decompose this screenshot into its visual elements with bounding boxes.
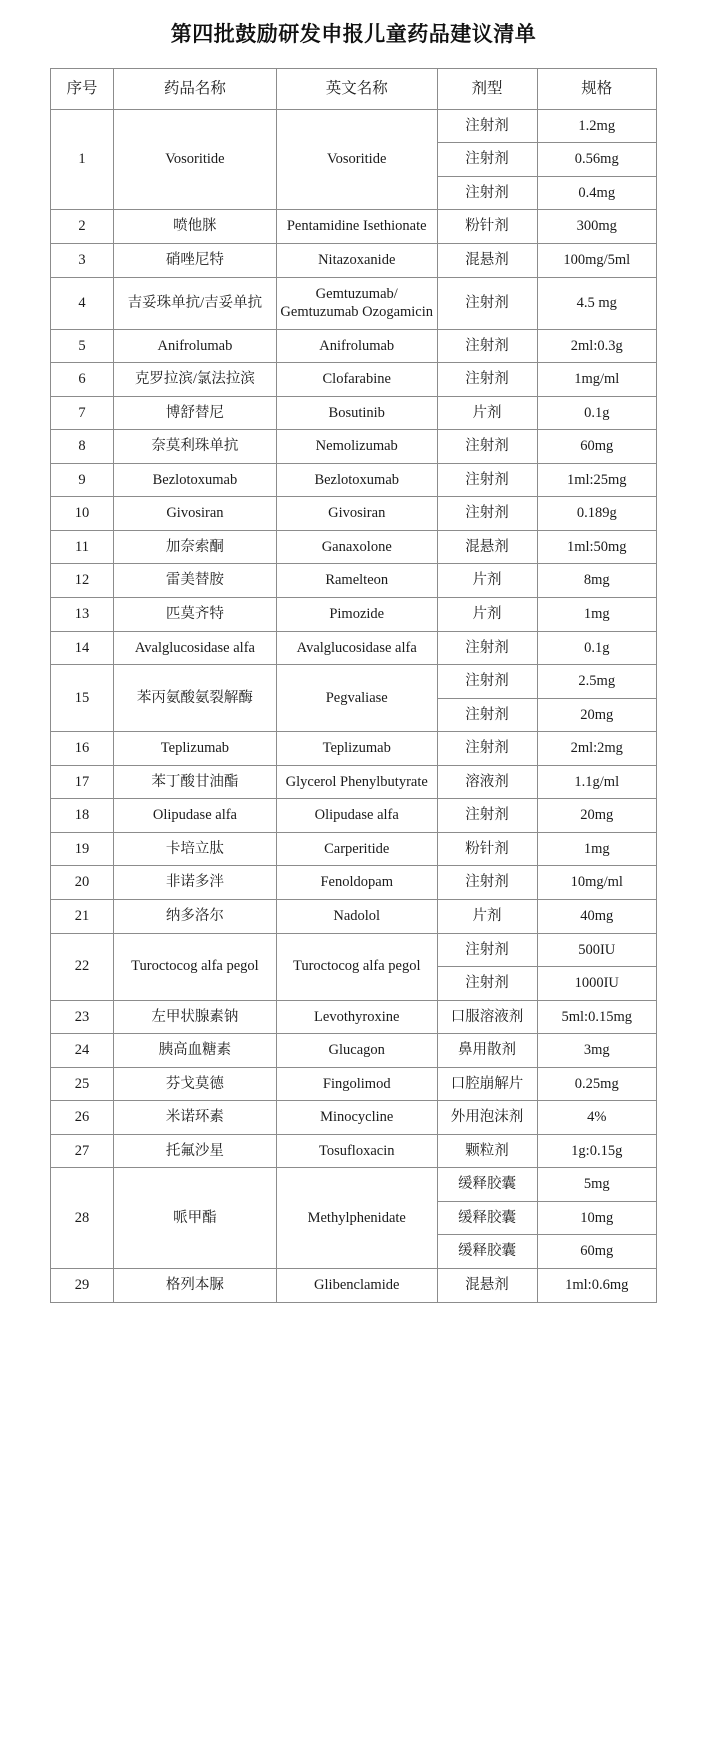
cell-drug-name-cn: Avalglucosidase alfa <box>113 631 276 665</box>
table-row <box>51 799 657 833</box>
cell-dosage-form: 注射剂 <box>437 176 537 210</box>
cell-drug-name-cn: Vosoritide <box>113 109 276 210</box>
cell-specification: 10mg/ml <box>537 866 657 900</box>
cell-no: 21 <box>51 899 114 933</box>
table-row <box>51 277 657 329</box>
column-header-specification: 规格 <box>537 69 657 110</box>
cell-drug-name-en: Glycerol Phenylbutyrate <box>276 765 437 799</box>
cell-dosage-form: 颗粒剂 <box>437 1134 537 1168</box>
cell-no: 6 <box>51 363 114 397</box>
cell-drug-name-cn: 芬戈莫德 <box>113 1067 276 1101</box>
cell-specification: 60mg <box>537 430 657 464</box>
drug-table-container <box>0 68 707 1323</box>
cell-drug-name-en: Vosoritide <box>276 109 437 210</box>
cell-dosage-form: 口腔崩解片 <box>437 1067 537 1101</box>
cell-no: 11 <box>51 530 114 564</box>
cell-specification: 0.189g <box>537 497 657 531</box>
cell-drug-name-cn: 非诺多泮 <box>113 866 276 900</box>
table-row <box>51 329 657 363</box>
cell-specification: 4% <box>537 1101 657 1135</box>
cell-drug-name-en: Nadolol <box>276 899 437 933</box>
cell-drug-name-cn: 奈莫利珠单抗 <box>113 430 276 464</box>
cell-dosage-form: 注射剂 <box>437 866 537 900</box>
cell-dosage-form: 注射剂 <box>437 143 537 177</box>
table-row <box>51 396 657 430</box>
cell-dosage-form: 注射剂 <box>437 109 537 143</box>
cell-specification: 3mg <box>537 1034 657 1068</box>
table-row <box>51 1067 657 1101</box>
cell-drug-name-en: Olipudase alfa <box>276 799 437 833</box>
drug-list-table <box>50 68 657 1303</box>
cell-dosage-form: 注射剂 <box>437 799 537 833</box>
cell-drug-name-en: Givosiran <box>276 497 437 531</box>
cell-drug-name-en: Teplizumab <box>276 732 437 766</box>
cell-no: 1 <box>51 109 114 210</box>
cell-specification: 4.5 mg <box>537 277 657 329</box>
cell-no: 5 <box>51 329 114 363</box>
table-row <box>51 1168 657 1202</box>
page-title: 第四批鼓励研发申报儿童药品建议清单 <box>170 23 537 46</box>
cell-dosage-form: 混悬剂 <box>437 244 537 278</box>
cell-drug-name-en: Pegvaliase <box>276 665 437 732</box>
cell-dosage-form: 片剂 <box>437 598 537 632</box>
cell-dosage-form: 注射剂 <box>437 363 537 397</box>
cell-specification: 40mg <box>537 899 657 933</box>
cell-no: 12 <box>51 564 114 598</box>
cell-specification: 0.1g <box>537 631 657 665</box>
table-row <box>51 109 657 143</box>
table-row <box>51 530 657 564</box>
cell-dosage-form: 混悬剂 <box>437 530 537 564</box>
table-row <box>51 1000 657 1034</box>
table-row <box>51 1034 657 1068</box>
cell-drug-name-en: Glibenclamide <box>276 1268 437 1302</box>
cell-no: 16 <box>51 732 114 766</box>
cell-specification: 1mg <box>537 832 657 866</box>
cell-specification: 8mg <box>537 564 657 598</box>
cell-specification: 500IU <box>537 933 657 967</box>
cell-drug-name-en: Glucagon <box>276 1034 437 1068</box>
cell-drug-name-cn: 加奈索酮 <box>113 530 276 564</box>
cell-drug-name-cn: 托氟沙星 <box>113 1134 276 1168</box>
cell-no: 28 <box>51 1168 114 1269</box>
cell-drug-name-en: Nitazoxanide <box>276 244 437 278</box>
cell-drug-name-cn: 克罗拉滨/氯法拉滨 <box>113 363 276 397</box>
cell-drug-name-en: Tosufloxacin <box>276 1134 437 1168</box>
cell-specification: 60mg <box>537 1235 657 1269</box>
cell-drug-name-cn: 喷他脒 <box>113 210 276 244</box>
cell-dosage-form: 注射剂 <box>437 631 537 665</box>
table-row <box>51 832 657 866</box>
cell-specification: 5ml:0.15mg <box>537 1000 657 1034</box>
table-row <box>51 564 657 598</box>
cell-specification: 100mg/5ml <box>537 244 657 278</box>
cell-no: 22 <box>51 933 114 1000</box>
cell-no: 2 <box>51 210 114 244</box>
cell-drug-name-cn: 匹莫齐特 <box>113 598 276 632</box>
cell-dosage-form: 注射剂 <box>437 967 537 1001</box>
cell-no: 17 <box>51 765 114 799</box>
cell-dosage-form: 注射剂 <box>437 277 537 329</box>
cell-specification: 1ml:0.6mg <box>537 1268 657 1302</box>
cell-dosage-form: 注射剂 <box>437 329 537 363</box>
cell-drug-name-en: Gemtuzumab/ Gemtuzumab Ozogamicin <box>276 277 437 329</box>
table-header-row <box>51 69 657 110</box>
cell-no: 8 <box>51 430 114 464</box>
cell-dosage-form: 缓释胶囊 <box>437 1168 537 1202</box>
table-row <box>51 430 657 464</box>
cell-no: 3 <box>51 244 114 278</box>
cell-no: 4 <box>51 277 114 329</box>
cell-drug-name-cn: 吉妥珠单抗/吉妥单抗 <box>113 277 276 329</box>
cell-no: 14 <box>51 631 114 665</box>
cell-dosage-form: 注射剂 <box>437 430 537 464</box>
column-header-no: 序号 <box>51 69 114 110</box>
cell-specification: 0.25mg <box>537 1067 657 1101</box>
cell-dosage-form: 片剂 <box>437 564 537 598</box>
cell-specification: 1.2mg <box>537 109 657 143</box>
cell-specification: 2ml:2mg <box>537 732 657 766</box>
cell-drug-name-en: Clofarabine <box>276 363 437 397</box>
cell-drug-name-cn: 哌甲酯 <box>113 1168 276 1269</box>
cell-specification: 1.1g/ml <box>537 765 657 799</box>
cell-drug-name-en: Bosutinib <box>276 396 437 430</box>
cell-drug-name-en: Avalglucosidase alfa <box>276 631 437 665</box>
table-row <box>51 598 657 632</box>
cell-specification: 1mg <box>537 598 657 632</box>
cell-drug-name-en: Nemolizumab <box>276 430 437 464</box>
table-row <box>51 363 657 397</box>
table-row <box>51 463 657 497</box>
table-row <box>51 1268 657 1302</box>
cell-drug-name-cn: 博舒替尼 <box>113 396 276 430</box>
cell-drug-name-cn: 胰高血糖素 <box>113 1034 276 1068</box>
cell-no: 25 <box>51 1067 114 1101</box>
cell-dosage-form: 注射剂 <box>437 665 537 699</box>
cell-dosage-form: 注射剂 <box>437 933 537 967</box>
cell-drug-name-en: Fenoldopam <box>276 866 437 900</box>
cell-drug-name-cn: Anifrolumab <box>113 329 276 363</box>
table-row <box>51 1134 657 1168</box>
cell-dosage-form: 溶液剂 <box>437 765 537 799</box>
cell-drug-name-en: Carperitide <box>276 832 437 866</box>
cell-no: 9 <box>51 463 114 497</box>
cell-drug-name-cn: 苯丙氨酸氨裂解酶 <box>113 665 276 732</box>
cell-specification: 2ml:0.3g <box>537 329 657 363</box>
table-row <box>51 899 657 933</box>
cell-dosage-form: 混悬剂 <box>437 1268 537 1302</box>
table-header <box>51 69 657 110</box>
cell-no: 20 <box>51 866 114 900</box>
cell-drug-name-cn: 苯丁酸甘油酯 <box>113 765 276 799</box>
cell-no: 24 <box>51 1034 114 1068</box>
cell-dosage-form: 缓释胶囊 <box>437 1235 537 1269</box>
cell-drug-name-en: Minocycline <box>276 1101 437 1135</box>
cell-dosage-form: 粉针剂 <box>437 832 537 866</box>
table-row <box>51 866 657 900</box>
table-row <box>51 244 657 278</box>
cell-specification: 0.4mg <box>537 176 657 210</box>
cell-dosage-form: 缓释胶囊 <box>437 1201 537 1235</box>
cell-drug-name-cn: Teplizumab <box>113 732 276 766</box>
column-header-drug-name-cn: 药品名称 <box>113 69 276 110</box>
cell-dosage-form: 注射剂 <box>437 732 537 766</box>
cell-specification: 300mg <box>537 210 657 244</box>
cell-no: 19 <box>51 832 114 866</box>
cell-drug-name-cn: 雷美替胺 <box>113 564 276 598</box>
table-row <box>51 732 657 766</box>
cell-dosage-form: 粉针剂 <box>437 210 537 244</box>
cell-dosage-form: 片剂 <box>437 396 537 430</box>
cell-specification: 1mg/ml <box>537 363 657 397</box>
cell-drug-name-cn: 格列本脲 <box>113 1268 276 1302</box>
cell-drug-name-en: Fingolimod <box>276 1067 437 1101</box>
cell-drug-name-en: Anifrolumab <box>276 329 437 363</box>
cell-specification: 2.5mg <box>537 665 657 699</box>
table-row <box>51 765 657 799</box>
cell-dosage-form: 外用泡沫剂 <box>437 1101 537 1135</box>
column-header-drug-name-en: 英文名称 <box>276 69 437 110</box>
cell-dosage-form: 注射剂 <box>437 463 537 497</box>
cell-drug-name-cn: 硝唑尼特 <box>113 244 276 278</box>
cell-specification: 20mg <box>537 799 657 833</box>
cell-drug-name-cn: Givosiran <box>113 497 276 531</box>
cell-dosage-form: 注射剂 <box>437 698 537 732</box>
cell-dosage-form: 注射剂 <box>437 497 537 531</box>
cell-dosage-form: 口服溶液剂 <box>437 1000 537 1034</box>
table-row <box>51 665 657 699</box>
cell-specification: 20mg <box>537 698 657 732</box>
cell-specification: 5mg <box>537 1168 657 1202</box>
cell-specification: 10mg <box>537 1201 657 1235</box>
cell-no: 18 <box>51 799 114 833</box>
cell-drug-name-cn: 纳多洛尔 <box>113 899 276 933</box>
cell-dosage-form: 鼻用散剂 <box>437 1034 537 1068</box>
table-body <box>51 109 657 1302</box>
cell-drug-name-en: Ganaxolone <box>276 530 437 564</box>
cell-specification: 1ml:50mg <box>537 530 657 564</box>
cell-specification: 0.56mg <box>537 143 657 177</box>
cell-drug-name-cn: Turoctocog alfa pegol <box>113 933 276 1000</box>
cell-drug-name-en: Methylphenidate <box>276 1168 437 1269</box>
cell-no: 29 <box>51 1268 114 1302</box>
cell-drug-name-en: Bezlotoxumab <box>276 463 437 497</box>
cell-specification: 0.1g <box>537 396 657 430</box>
table-row <box>51 631 657 665</box>
table-row <box>51 497 657 531</box>
cell-drug-name-cn: Bezlotoxumab <box>113 463 276 497</box>
cell-specification: 1000IU <box>537 967 657 1001</box>
cell-specification: 1g:0.15g <box>537 1134 657 1168</box>
cell-drug-name-en: Ramelteon <box>276 564 437 598</box>
table-row <box>51 1101 657 1135</box>
table-row <box>51 933 657 967</box>
cell-drug-name-en: Pentamidine Isethionate <box>276 210 437 244</box>
cell-no: 13 <box>51 598 114 632</box>
cell-drug-name-cn: 米诺环素 <box>113 1101 276 1135</box>
column-header-dosage-form: 剂型 <box>437 69 537 110</box>
cell-drug-name-en: Turoctocog alfa pegol <box>276 933 437 1000</box>
cell-no: 7 <box>51 396 114 430</box>
cell-drug-name-en: Levothyroxine <box>276 1000 437 1034</box>
cell-specification: 1ml:25mg <box>537 463 657 497</box>
cell-drug-name-cn: 卡培立肽 <box>113 832 276 866</box>
cell-drug-name-cn: 左甲状腺素钠 <box>113 1000 276 1034</box>
cell-no: 23 <box>51 1000 114 1034</box>
cell-no: 10 <box>51 497 114 531</box>
cell-no: 27 <box>51 1134 114 1168</box>
cell-no: 26 <box>51 1101 114 1135</box>
table-row <box>51 210 657 244</box>
cell-no: 15 <box>51 665 114 732</box>
cell-dosage-form: 片剂 <box>437 899 537 933</box>
cell-drug-name-en: Pimozide <box>276 598 437 632</box>
cell-drug-name-cn: Olipudase alfa <box>113 799 276 833</box>
